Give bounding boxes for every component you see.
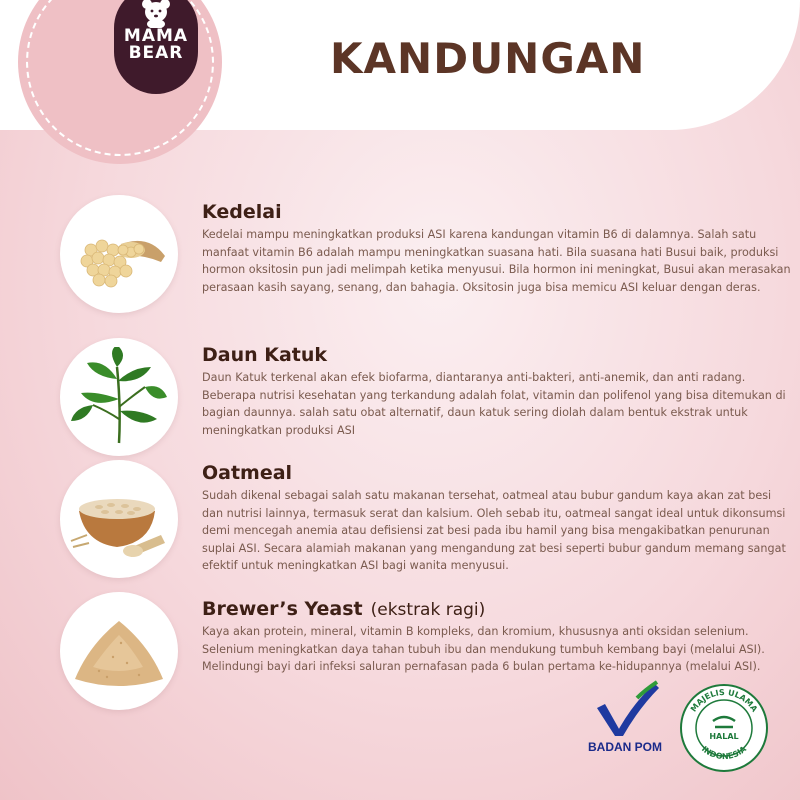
mama-bear-logo: [114, 0, 198, 94]
svg-text:MAJELIS ULAMA: MAJELIS ULAMA: [688, 687, 760, 714]
yeast-powder-icon: [69, 601, 169, 701]
logo-text-line2: BEAR: [128, 43, 184, 63]
bear-icon: [139, 0, 173, 28]
ingredient-heading: [202, 462, 292, 484]
svg-text:INDONESIA: INDONESIA: [699, 744, 749, 762]
ingredient-description: Kaya akan protein, mineral, vitamin B kompleks, dan kromium, khususnya anti oksidan selenium. Selenium meningkatkan daya tahan tubuh ibu dan mendukung tumbuh kembang bayi (melalui ASI). Melindungi bayi dari infeksi saluran pernafasan pada 6 bulan pertama ke-hidupannya (melalui ASI).: [202, 625, 765, 674]
logo-badge: [18, 0, 222, 164]
page-title: KANDUNGAN: [330, 34, 646, 83]
soybean-icon: [69, 204, 169, 304]
ingredient-image-circle: [60, 195, 178, 313]
badan-pom-label: BADAN POM: [588, 740, 662, 754]
ingredient-heading: [202, 344, 327, 366]
logo-text-line1: MAMA: [123, 26, 189, 46]
ingredient-image-circle: [60, 460, 178, 578]
oatmeal-bowl-icon: [69, 469, 169, 569]
badan-pom-checkmark-icon: [575, 678, 675, 740]
badan-pom-logo: [575, 678, 675, 778]
katuk-leaf-icon: [69, 347, 169, 447]
ingredient-image-circle: [60, 592, 178, 710]
ingredient-description: Kedelai mampu meningkatkan produksi ASI karena kandungan vitamin B6 di dalamnya. Salah satu manfaat vitamin B6 adalah mampu meningkatkan suasana hati. Bila suasana hati Busui baik, produksi hormon oksitosin pun jadi melimpah ketika menyusui. Bila hormon ini meningkat, Busui akan merasakan perasaan kasih sayang, senang, dan bahagia. Oksitosin juga bisa memicu ASI keluar dengan deras.: [202, 228, 791, 294]
ingredient-heading-text: Daun Katuk: [202, 344, 328, 366]
halal-seal-icon: [679, 683, 769, 773]
ingredient-subheading: (ekstrak ragi): [370, 600, 486, 620]
ingredient-heading-text: Brewer’s Yeast: [202, 598, 363, 620]
ingredient-heading-text: Oatmeal: [202, 462, 293, 484]
ingredient-description: Sudah dikenal sebagai salah satu makanan tersehat, oatmeal atau bubur gandum kaya akan zat besi dan nutrisi lainnya, termasuk serat dan kalsium. Oleh sebab itu, oatmeal sangat ideal untuk dikonsumsi demi mencegah anemia atau defisiensi zat besi pada ibu hamil yang bisa mengakibatkan penurunan suplai ASI. Secara alamiah makanan yang mengandung zat besi seperti bubur gandum memang sangat efektif untuk meningkatkan ASI bagi wanita menyusui.: [202, 489, 786, 573]
ingredient-heading-text: Kedelai: [202, 201, 282, 223]
ingredient-description: Daun Katuk terkenal akan efek biofarma, diantaranya anti-bakteri, anti-anemik, dan anti radang. Beberapa nutrisi kesehatan yang terkandung adalah folat, vitamin dan polifenol yang bisa ditemukan di bagian daunnya. salah satu obat alternatif, daun katuk sering diolah dalam bentuk ekstrak untuk meningkatkan produksi ASI: [202, 371, 786, 437]
halal-mui-logo: [679, 683, 769, 773]
ingredient-image-circle: [60, 338, 178, 456]
ingredient-heading: [202, 598, 485, 620]
ingredient-heading: [202, 201, 282, 223]
halal-center-text: HALAL: [709, 732, 739, 741]
